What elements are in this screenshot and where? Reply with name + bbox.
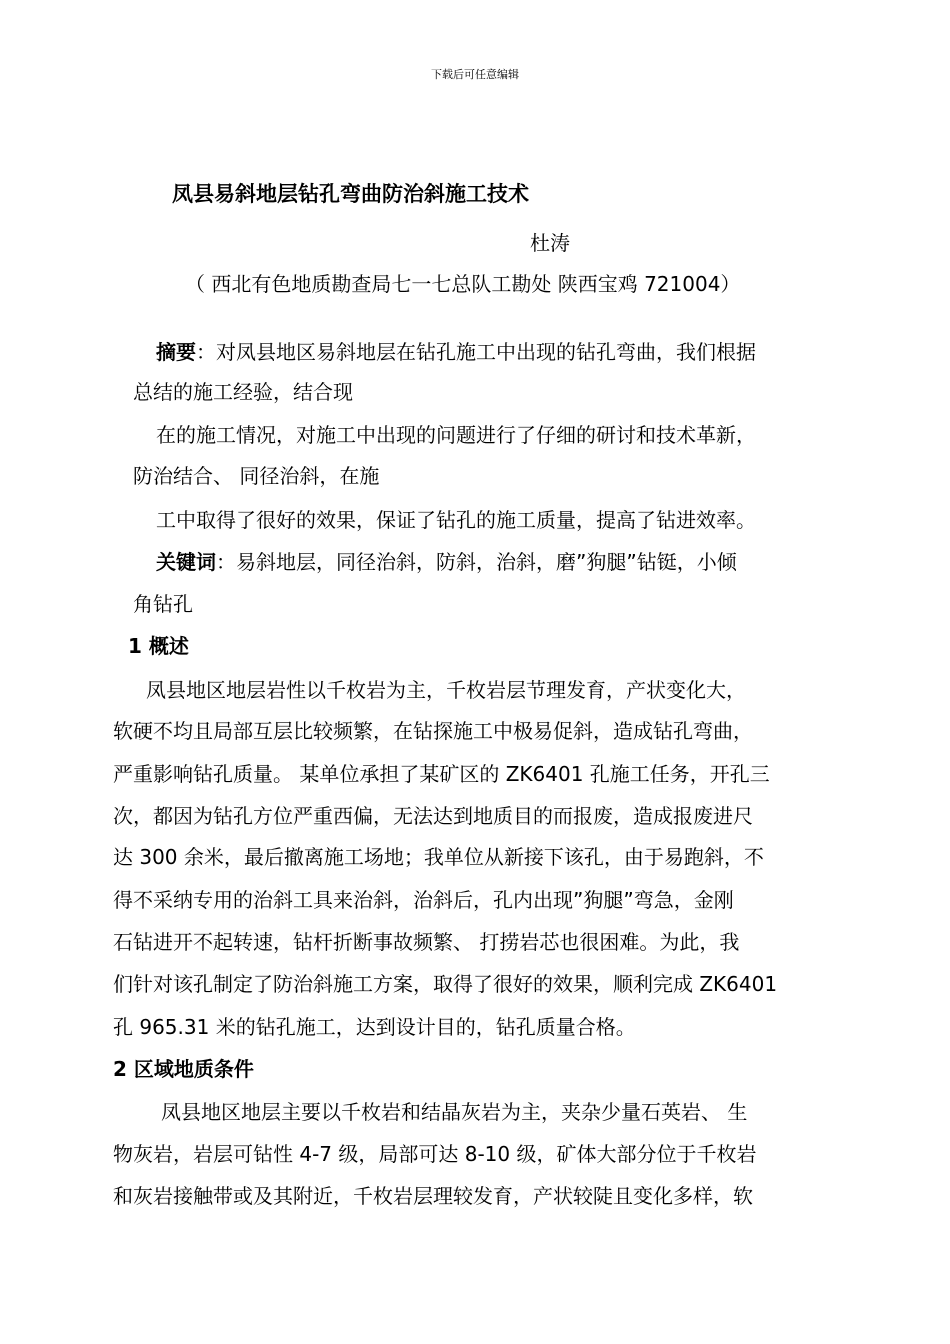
abstract-line-5: 工中取得了很好的效果，保证了钻孔的施工质量，提高了钻进效率。 (156, 508, 756, 532)
section-2-line: 和灰岩接触带或及其附近，千枚岩层理较发育，产状较陡且变化多样，软 (113, 1184, 753, 1208)
section-1-line: 凤县地区地层岩性以千枚岩为主，千枚岩层节理发育，产状变化大， (146, 678, 746, 702)
section-2-line: 凤县地区地层主要以千枚岩和结晶灰岩为主，夹杂少量石英岩、 生 (161, 1100, 748, 1124)
page-header-note: 下载后可任意编辑 (431, 68, 519, 81)
keywords-label: 关键词 (156, 550, 216, 574)
abstract-line-2: 总结的施工经验，结合现 (133, 380, 353, 404)
section-2-line: 物灰岩，岩层可钻性 4-7 级，局部可达 8-10 级，矿体大部分位于千枚岩 (113, 1142, 757, 1166)
abstract-label: 摘要 (156, 340, 196, 364)
section-1-line: 达 300 余米，最后撤离施工场地；我单位从新接下该孔，由于易跑斜，不 (113, 845, 764, 869)
section-1-line: 严重影响钻孔质量。 某单位承担了某矿区的 ZK6401 孔施工任务，开孔三 (113, 762, 770, 786)
section-1-line: 们针对该孔制定了防治斜施工方案，取得了很好的效果，顺利完成 ZK6401 (113, 972, 778, 996)
document-title: 凤县易斜地层钻孔弯曲防治斜施工技术 (172, 182, 529, 206)
section-1-line: 得不采纳专用的治斜工具来治斜，治斜后，孔内出现”狗腿”弯急，金刚 (113, 888, 734, 912)
section-1-heading: 1 概述 (128, 634, 189, 658)
abstract-line-4: 防治结合、 同径治斜，在施 (133, 464, 380, 488)
section-1-line: 孔 965.31 米的钻孔施工，达到设计目的，钻孔质量合格。 (113, 1015, 636, 1039)
keywords-line-1: 关键词：易斜地层，同径治斜，防斜，治斜，磨”狗腿”钻铤，小倾 (156, 550, 737, 574)
keywords-line-2: 角钻孔 (133, 592, 193, 616)
section-1-line: 次，都因为钻孔方位严重西偏，无法达到地质目的而报废，造成报废进尺 (113, 804, 753, 828)
abstract-line-3: 在的施工情况，对施工中出现的问题进行了仔细的研讨和技术革新， (156, 423, 756, 447)
section-1-line: 石钻进开不起转速，钻杆折断事故频繁、 打捞岩芯也很困难。为此，我 (113, 930, 740, 954)
section-1-line: 软硬不均且局部互层比较频繁，在钻探施工中极易促斜，造成钻孔弯曲， (113, 719, 753, 743)
author-affiliation: （ 西北有色地质勘查局七一七总队工勘处 陕西宝鸡 721004） (185, 272, 741, 296)
abstract-line-1: 摘要：对凤县地区易斜地层在钻孔施工中出现的钻孔弯曲，我们根据 (156, 340, 756, 364)
section-2-heading: 2 区域地质条件 (113, 1057, 254, 1081)
author-name: 杜涛 (530, 231, 570, 255)
